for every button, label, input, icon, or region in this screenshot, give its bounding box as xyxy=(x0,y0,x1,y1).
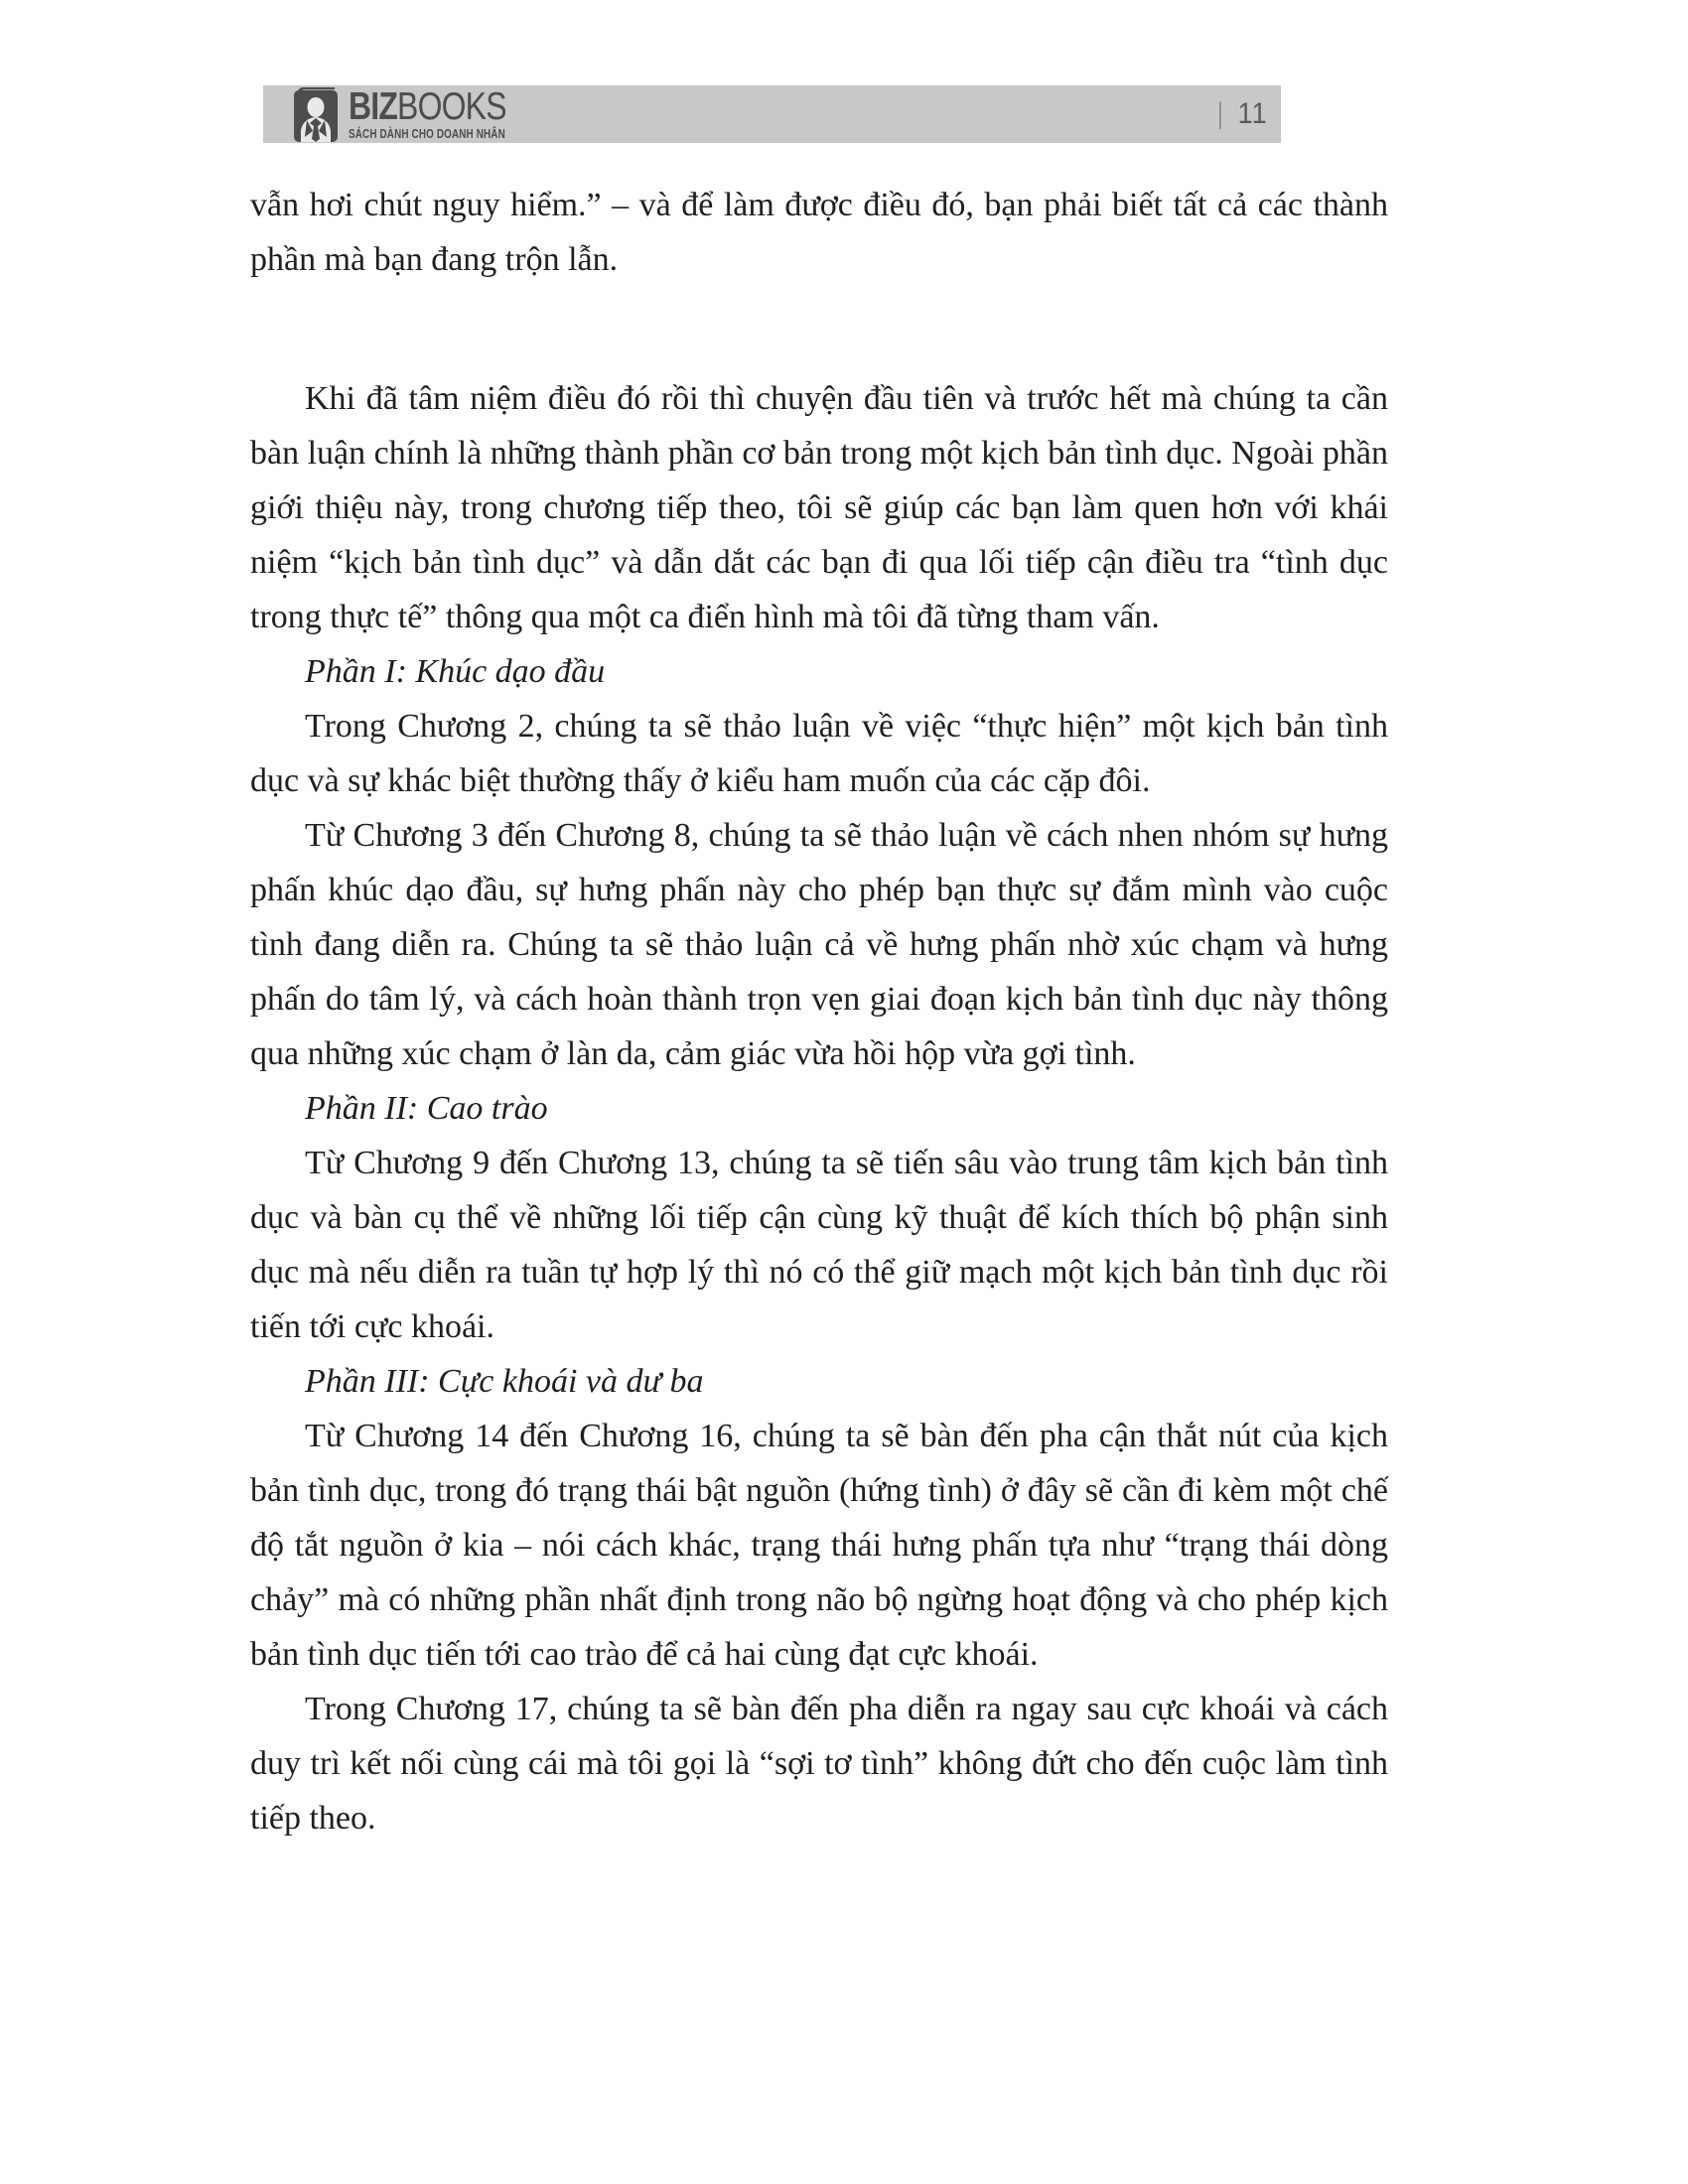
page-number-separator: | xyxy=(1217,97,1222,130)
section-heading-part-2: Phần II: Cao trào xyxy=(305,1090,548,1127)
logo-text xyxy=(349,87,555,141)
page-number-value: 11 xyxy=(1237,97,1268,130)
paragraph: Từ Chương 3 đến Chương 8, chúng ta sẽ thảo luận về cách nhen nhóm sự hưng phấn khúc dạo đầu, sự hưng phấn này cho phép bạn thực sự đắm mình vào cuộc tình đang diễn ra. Chúng ta sẽ thảo luận cả về hưng phấn nhờ xúc chạm và hưng phấn do tâm lý, và cách hoàn thành trọn vẹn giai đoạn kịch bản tình dục này thông qua những xúc chạm ở làn da, cảm giác vừa hồi hộp vừa gợi tình. xyxy=(250,817,1388,1072)
paragraph: Từ Chương 9 đến Chương 13, chúng ta sẽ tiến sâu vào trung tâm kịch bản tình dục và bàn cụ thể về những lối tiếp cận cùng kỹ thuật để kích thích bộ phận sinh dục mà nếu diễn ra tuần tự hợp lý thì nó có thể giữ mạch một kịch bản tình dục rồi tiến tới cực khoái. xyxy=(250,1145,1388,1345)
publisher-logo xyxy=(293,87,555,143)
book-person-icon xyxy=(293,87,339,143)
paragraph: Khi đã tâm niệm điều đó rồi thì chuyện đầu tiên và trước hết mà chúng ta cần bàn luận chính là những thành phần cơ bản trong một kịch bản tình dục. Ngoài phần giới thiệu này, trong chương tiếp theo, tôi sẽ giúp các bạn làm quen hơn với khái niệm “kịch bản tình dục” và dẫn dắt các bạn đi qua lối tiếp cận điều tra “tình dục trong thực tế” thông qua một ca điển hình mà tôi đã từng tham vấn. xyxy=(250,380,1388,635)
section-heading-part-3: Phần III: Cực khoái và dư ba xyxy=(305,1363,704,1400)
section-heading-part-1: Phần I: Khúc dạo đầu xyxy=(305,653,606,690)
page-header xyxy=(263,85,1281,143)
page-number xyxy=(1216,85,1269,143)
brand-tagline: SÁCH DÀNH CHO DOANH NHÂN xyxy=(349,126,505,141)
brand-name-bold: BIZ xyxy=(349,85,398,128)
paragraph-continuation: vẫn hơi chút nguy hiểm.” – và để làm được điều đó, bạn phải biết tất cả các thành phần mà bạn đang trộn lẫn. xyxy=(250,187,1388,278)
paragraph: Từ Chương 14 đến Chương 16, chúng ta sẽ bàn đến pha cận thắt nút của kịch bản tình dục, trong đó trạng thái bật nguồn (hứng tình) ở đây sẽ cần đi kèm một chế độ tắt nguồn ở kia – nói cách khác, trạng thái hưng phấn tựa như “trạng thái dòng chảy” mà có những phần nhất định trong não bộ ngừng hoạt động và cho phép kịch bản tình dục tiến tới cao trào để cả hai cùng đạt cực khoái. xyxy=(250,1418,1388,1673)
brand-name-light: BOOKS xyxy=(397,85,506,128)
paragraph: Trong Chương 2, chúng ta sẽ thảo luận về việc “thực hiện” một kịch bản tình dục và sự khác biệt thường thấy ở kiểu ham muốn của các cặp đôi. xyxy=(250,708,1388,799)
brand-name xyxy=(349,87,517,127)
paragraph: Trong Chương 17, chúng ta sẽ bàn đến pha diễn ra ngay sau cực khoái và cách duy trì kết nối cùng cái mà tôi gọi là “sợi tơ tình” không đứt cho đến cuộc làm tình tiếp theo. xyxy=(250,1691,1388,1837)
page-content xyxy=(250,178,1388,1845)
